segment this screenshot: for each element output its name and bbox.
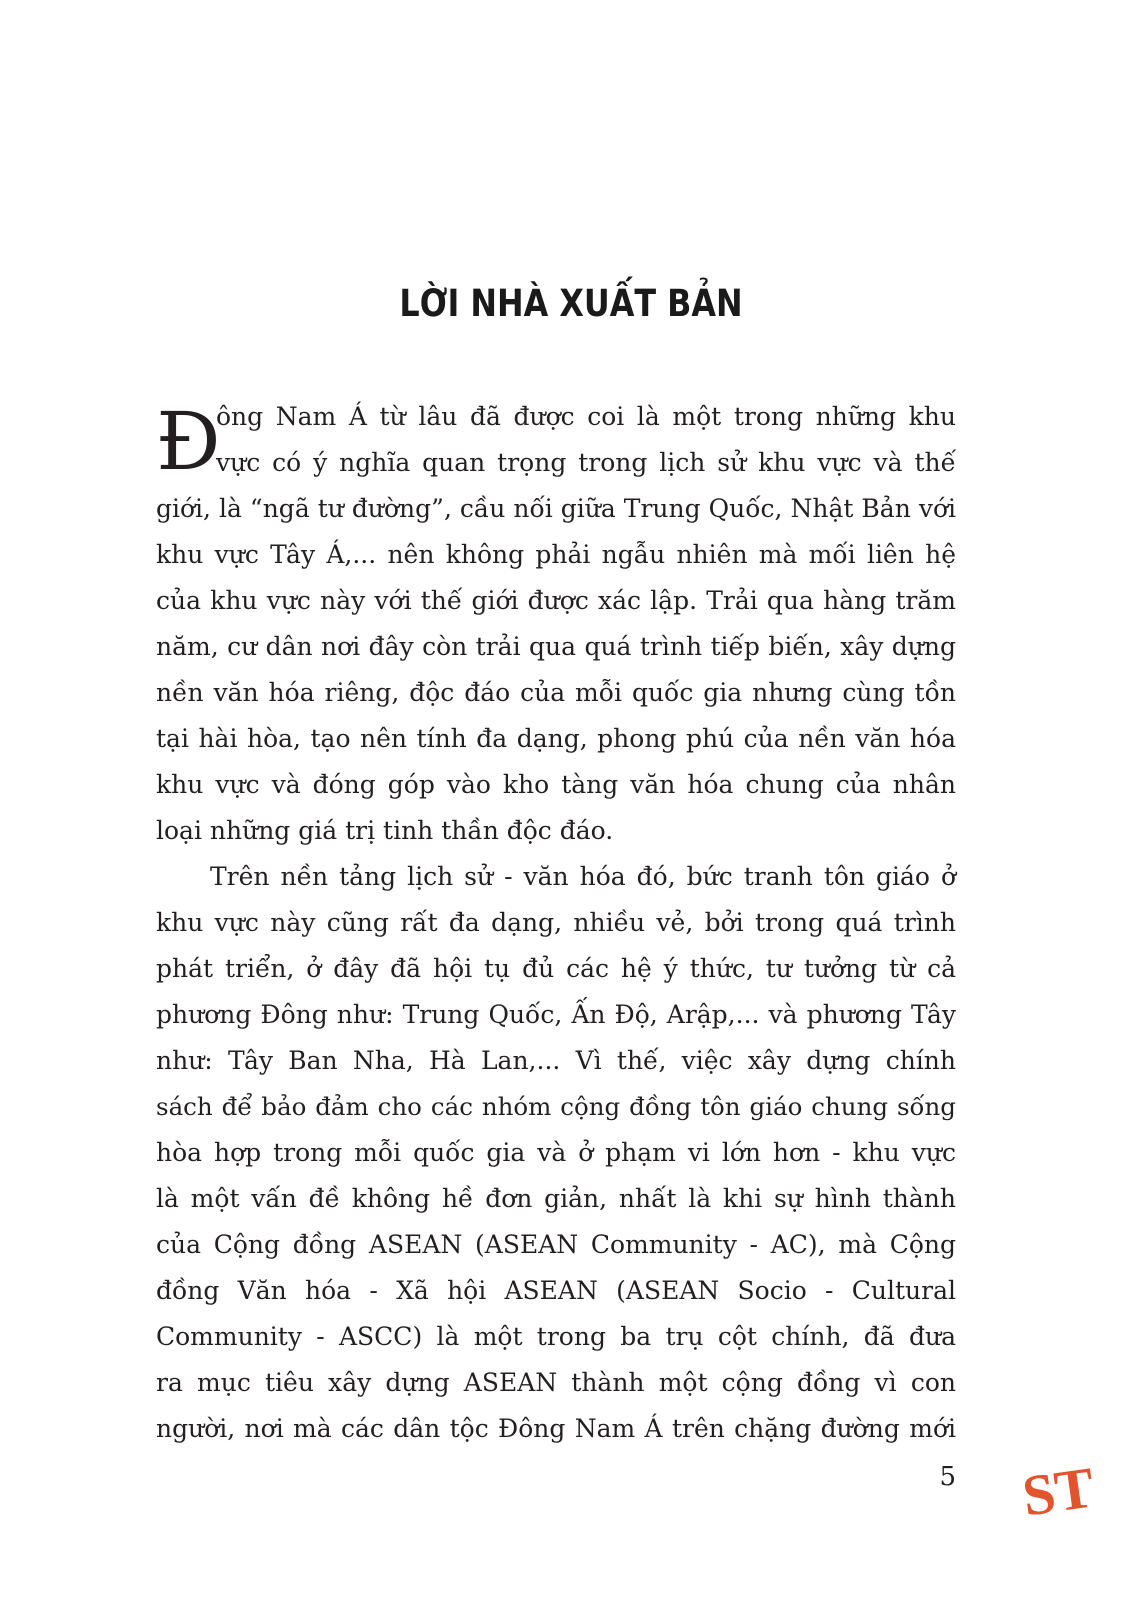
text-line: khu vực Tây Á,... nên không phải ngẫu nhiên mà mối liên hệ <box>156 540 956 569</box>
text-line: như: Tây Ban Nha, Hà Lan,... Vì thế, việc xây dựng chính <box>156 1046 956 1075</box>
text-line: khu vực và đóng góp vào kho tàng văn hóa chung của nhân <box>156 770 956 799</box>
text-line: năm, cư dân nơi đây còn trải qua quá trình tiếp biến, xây dựng <box>156 632 956 661</box>
text-line: của Cộng đồng ASEAN (ASEAN Community - AC), mà Cộng <box>156 1230 956 1259</box>
text-line: sách để bảo đảm cho các nhóm cộng đồng tôn giáo chung sống <box>156 1092 956 1121</box>
drop-cap: Đ <box>156 395 221 488</box>
text-line: loại những giá trị tinh thần độc đáo. <box>156 816 614 845</box>
publisher-logo-icon <box>1018 1454 1098 1529</box>
page-title: LỜI NHÀ XUẤT BẢN <box>399 282 743 325</box>
text-line: của khu vực này với thế giới được xác lập. Trải qua hàng trăm <box>156 586 956 615</box>
text-line: nền văn hóa riêng, độc đáo của mỗi quốc gia nhưng cùng tồn <box>156 678 956 707</box>
text-line: ông Nam Á từ lâu đã được coi là một trong những khu <box>216 402 956 431</box>
text-line: vực có ý nghĩa quan trọng trong lịch sử khu vực và thế <box>216 448 956 477</box>
text-line: người, nơi mà các dân tộc Đông Nam Á trên chặng đường mới <box>156 1414 956 1443</box>
text-line: Community - ASCC) là một trong ba trụ cột chính, đã đưa <box>156 1322 956 1351</box>
text-line: Trên nền tảng lịch sử - văn hóa đó, bức tranh tôn giáo ở <box>210 862 956 891</box>
text-line: giới, là “ngã tư đường”, cầu nối giữa Trung Quốc, Nhật Bản với <box>156 494 956 523</box>
body-text <box>156 394 956 1452</box>
page-number: 5 <box>939 1462 956 1492</box>
text-line: đồng Văn hóa - Xã hội ASEAN (ASEAN Socio - Cultural <box>156 1276 956 1305</box>
text-line: tại hài hòa, tạo nên tính đa dạng, phong phú của nền văn hóa <box>156 724 956 753</box>
text-line: ra mục tiêu xây dựng ASEAN thành một cộng đồng vì con <box>156 1368 956 1397</box>
text-line: hòa hợp trong mỗi quốc gia và ở phạm vi lớn hơn - khu vực <box>156 1138 956 1167</box>
text-line: khu vực này cũng rất đa dạng, nhiều vẻ, bởi trong quá trình <box>156 908 956 937</box>
logo-text: ST <box>1018 1454 1098 1529</box>
text-line: là một vấn đề không hề đơn giản, nhất là khi sự hình thành <box>156 1184 956 1213</box>
text-line: phương Đông như: Trung Quốc, Ấn Độ, Arập,... và phương Tây <box>156 1000 956 1029</box>
text-line: phát triển, ở đây đã hội tụ đủ các hệ ý thức, tư tưởng từ cả <box>156 954 956 983</box>
